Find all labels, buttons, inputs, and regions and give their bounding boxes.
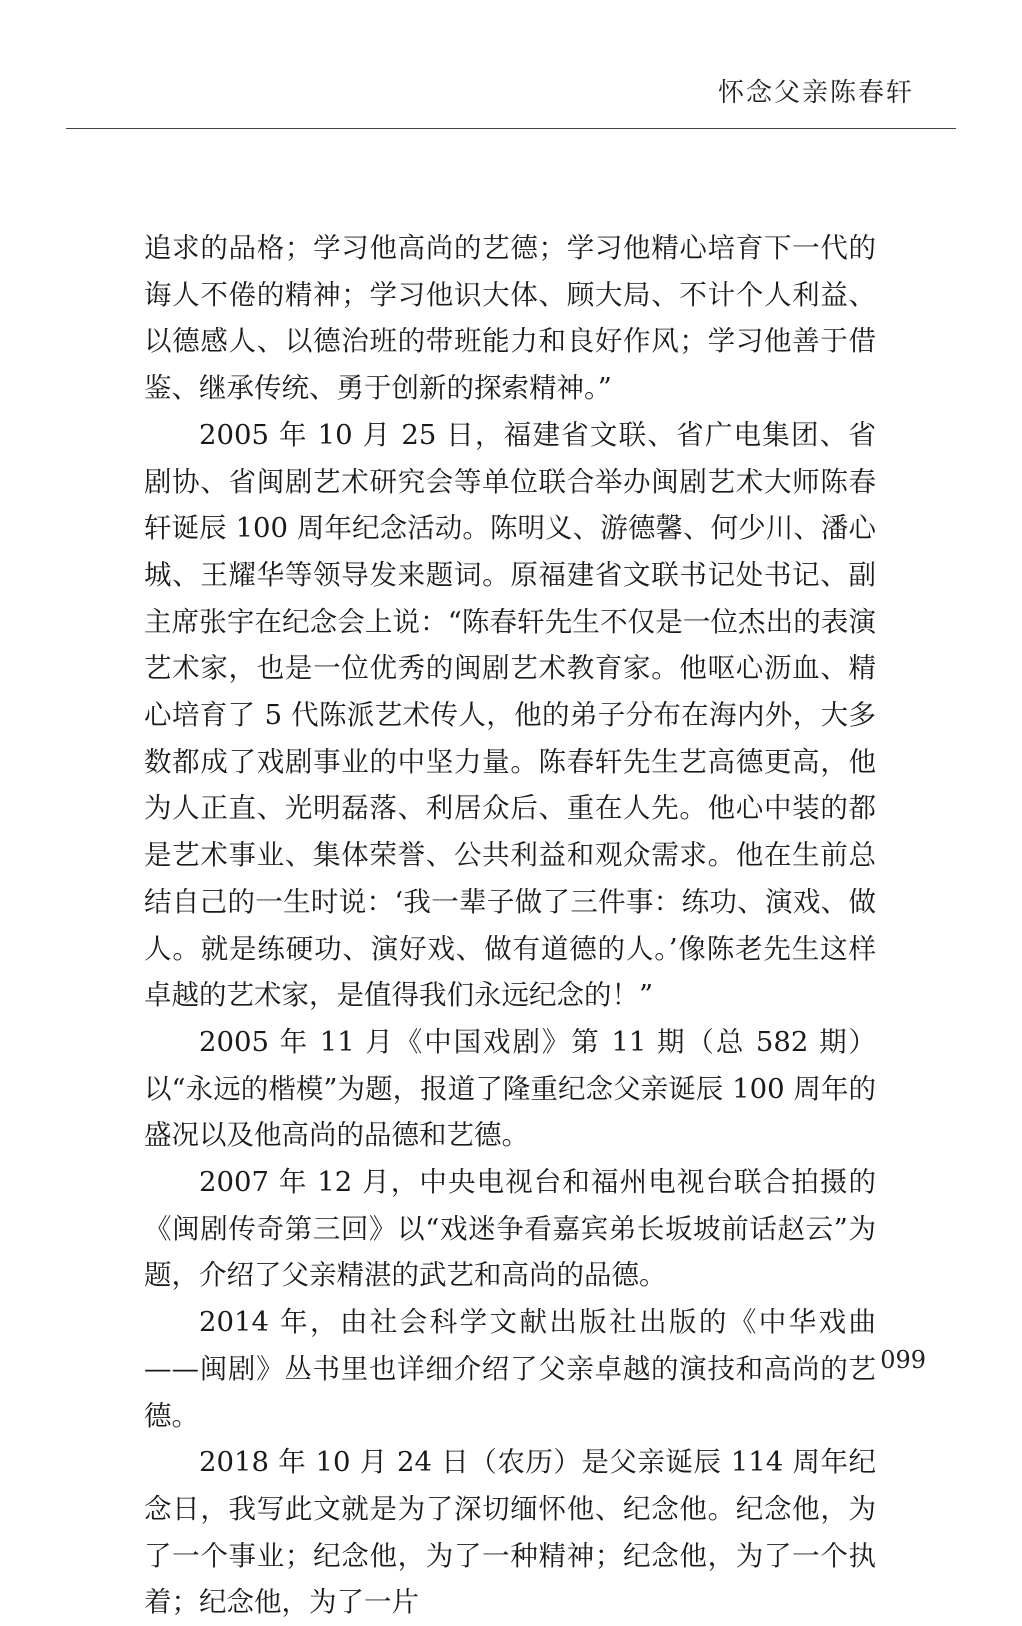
paragraph: 2005 年 11 月《中国戏剧》第 11 期（总 582 期）以“永远的楷模”为题，报道了隆重纪念父亲诞辰 100 周年的盛况以及他高尚的品德和艺德。 <box>144 1025 876 1152</box>
paragraph: 2005 年 10 月 25 日，福建省文联、省广电集团、省剧协、省闽剧艺术研究会等单位联合举办闽剧艺术大师陈春轩诞辰 100 周年纪念活动。陈明义、游德馨、何少川、潘心城、王耀华等领导发来题词。原福建省文联书记处书记、副主席张宇在纪念会上说：“陈春轩先生不仅是一位杰出的表演艺术家，也是一位优秀的闽剧艺术教育家。他呕心沥血、精心培育了 5 代陈派艺术传人，他的弟子分布在海内外，大多数都成了戏剧事业的中坚力量。陈春轩先生艺高德更高，他为人正直、光明磊落、利居众后、重在人先。他心中装的都是艺术事业、集体荣誉、公共利益和观众需求。他在生前总结自己的一生时说：‘我一辈子做了三件事：练功、演戏、做人。就是练硬功、演好戏、做有道德的人。’像陈老先生这样卓越的艺术家，是值得我们永远纪念的！” <box>144 418 876 1012</box>
running-header-title: 怀念父亲陈春轩 <box>717 78 914 108</box>
header-rule <box>66 128 956 129</box>
paragraph: 2007 年 12 月，中央电视台和福州电视台联合拍摄的《闽剧传奇第三回》以“戏迷争看嘉宾弟长坂坡前话赵云”为题，介绍了父亲精湛的武艺和高尚的品德。 <box>144 1166 876 1292</box>
body-text <box>144 225 876 1626</box>
page-number: 099 <box>880 1346 926 1374</box>
paragraph: 2014 年，由社会科学文献出版社出版的《中华戏曲——闽剧》丛书里也详细介绍了父亲卓越的演技和高尚的艺德。 <box>144 1306 876 1432</box>
paragraph-continued: 追求的品格；学习他高尚的艺德；学习他精心培育下一代的诲人不倦的精神；学习他识大体、顾大局、不计个人利益、以德感人、以德治班的带班能力和良好作风；学习他善于借鉴、继承传统、勇于创新的探索精神。” <box>144 232 876 405</box>
paragraph: 2018 年 10 月 24 日（农历）是父亲诞辰 114 周年纪念日，我写此文就是为了深切缅怀他、纪念他。纪念他，为了一个事业；纪念他，为了一种精神；纪念他，为了一个执着；纪念他，为了一片 <box>144 1446 876 1619</box>
